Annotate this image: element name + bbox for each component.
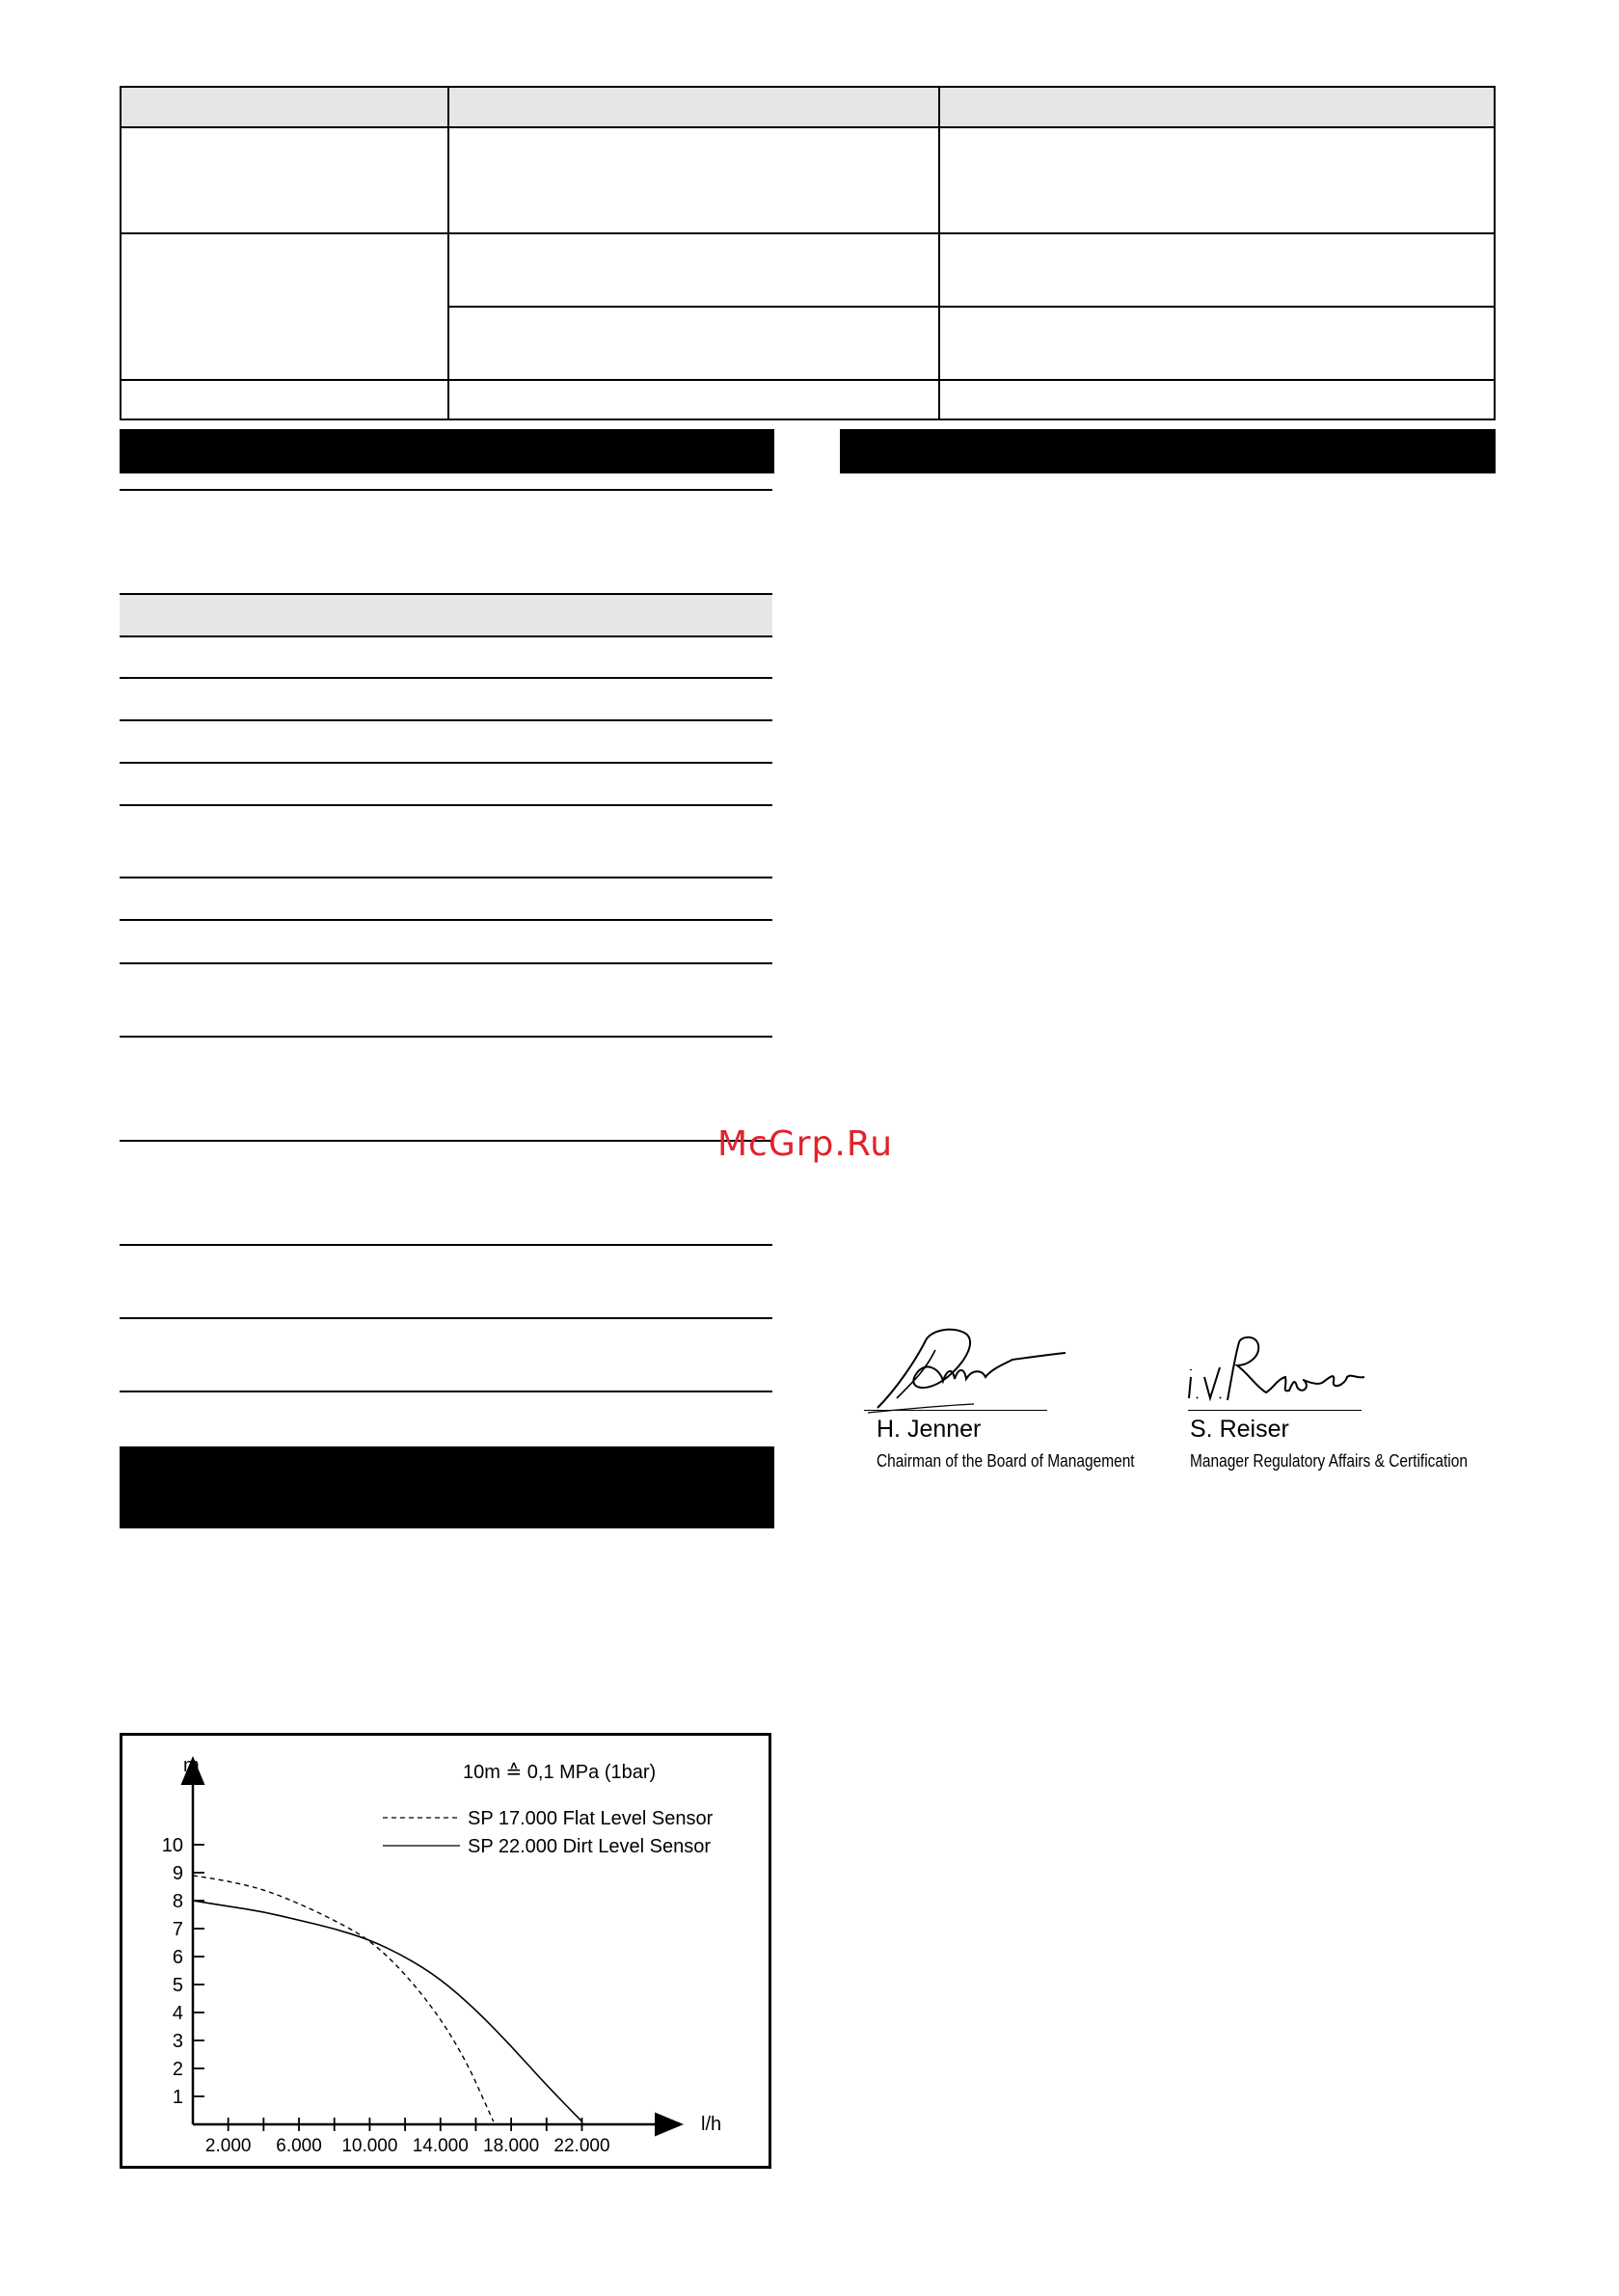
table-row-divider: [120, 719, 772, 721]
table-column-divider: [447, 88, 449, 419]
legend-label-flat-level-sensor: SP 17.000 Flat Level Sensor: [468, 1808, 714, 1829]
pump-performance-chart: [120, 1733, 771, 2169]
x-tick-label: 10.000: [341, 2136, 398, 2156]
table-row-divider: [120, 919, 772, 921]
section-heading-bar-performance: [120, 1446, 774, 1528]
table-row-divider: [121, 379, 1494, 381]
y-axis-label: m: [183, 1755, 200, 1776]
table-row-divider: [120, 804, 772, 806]
signer-name: S. Reiser: [1190, 1416, 1289, 1443]
signature-underline: [864, 1410, 1047, 1411]
y-tick-label: 1: [172, 2087, 183, 2108]
x-tick-label: 6.000: [276, 2136, 322, 2156]
table-row-divider: [447, 306, 1494, 308]
table-row-divider: [120, 677, 772, 679]
chart-canvas: [122, 1736, 769, 2166]
troubleshooting-table: [120, 86, 1496, 420]
table-row-divider: [120, 962, 772, 964]
y-tick-label: 9: [172, 1863, 183, 1884]
y-tick-label: 5: [172, 1975, 183, 1996]
table-row-divider: [120, 1140, 772, 1142]
signer-role: Manager Regulatory Affairs & Certification: [1190, 1451, 1468, 1471]
technical-data-header-row: [120, 593, 772, 637]
series-line-flat-level-sensor: [193, 1876, 494, 2121]
x-tick-label: 14.000: [412, 2136, 469, 2156]
signature-jenner: [858, 1321, 1090, 1427]
table-row-divider: [120, 1036, 772, 1038]
legend-label-dirt-level-sensor: SP 22.000 Dirt Level Sensor: [468, 1836, 712, 1857]
watermark-text: McGrp.Ru: [717, 1124, 894, 1164]
chart-title: 10m ≙ 0,1 MPa (1bar): [463, 1762, 657, 1783]
y-tick-label: 3: [172, 2031, 183, 2052]
y-tick-label: 10: [161, 1835, 183, 1856]
signature-underline: [1188, 1410, 1362, 1411]
table-row-divider: [120, 877, 772, 878]
table-column-divider: [938, 88, 940, 419]
table-row-divider: [120, 1317, 772, 1319]
y-tick-label: 2: [172, 2059, 183, 2080]
x-tick-label: 2.000: [204, 2136, 252, 2156]
table-row-divider: [120, 1391, 772, 1392]
signature-reiser: [1181, 1331, 1374, 1418]
section-heading-bar-right: [840, 429, 1496, 473]
table-row-divider: [120, 762, 772, 764]
y-tick-label: 7: [172, 1919, 183, 1940]
series-line-dirt-level-sensor: [193, 1901, 581, 2121]
signer-role: Chairman of the Board of Management: [877, 1451, 1135, 1471]
section-heading-bar-left: [120, 429, 774, 473]
y-tick-label: 6: [172, 1947, 183, 1968]
table-row-divider: [121, 232, 1494, 234]
x-tick-label: 18.000: [483, 2136, 540, 2156]
section-rule: [120, 489, 772, 491]
x-axis-label: l/h: [701, 2114, 722, 2135]
table-row-divider: [120, 1244, 772, 1246]
table-header-row: [121, 88, 1494, 128]
x-tick-label: 22.000: [553, 2136, 610, 2156]
signer-name: H. Jenner: [877, 1416, 982, 1443]
y-tick-label: 4: [172, 2003, 183, 2024]
y-tick-label: 8: [172, 1891, 183, 1912]
